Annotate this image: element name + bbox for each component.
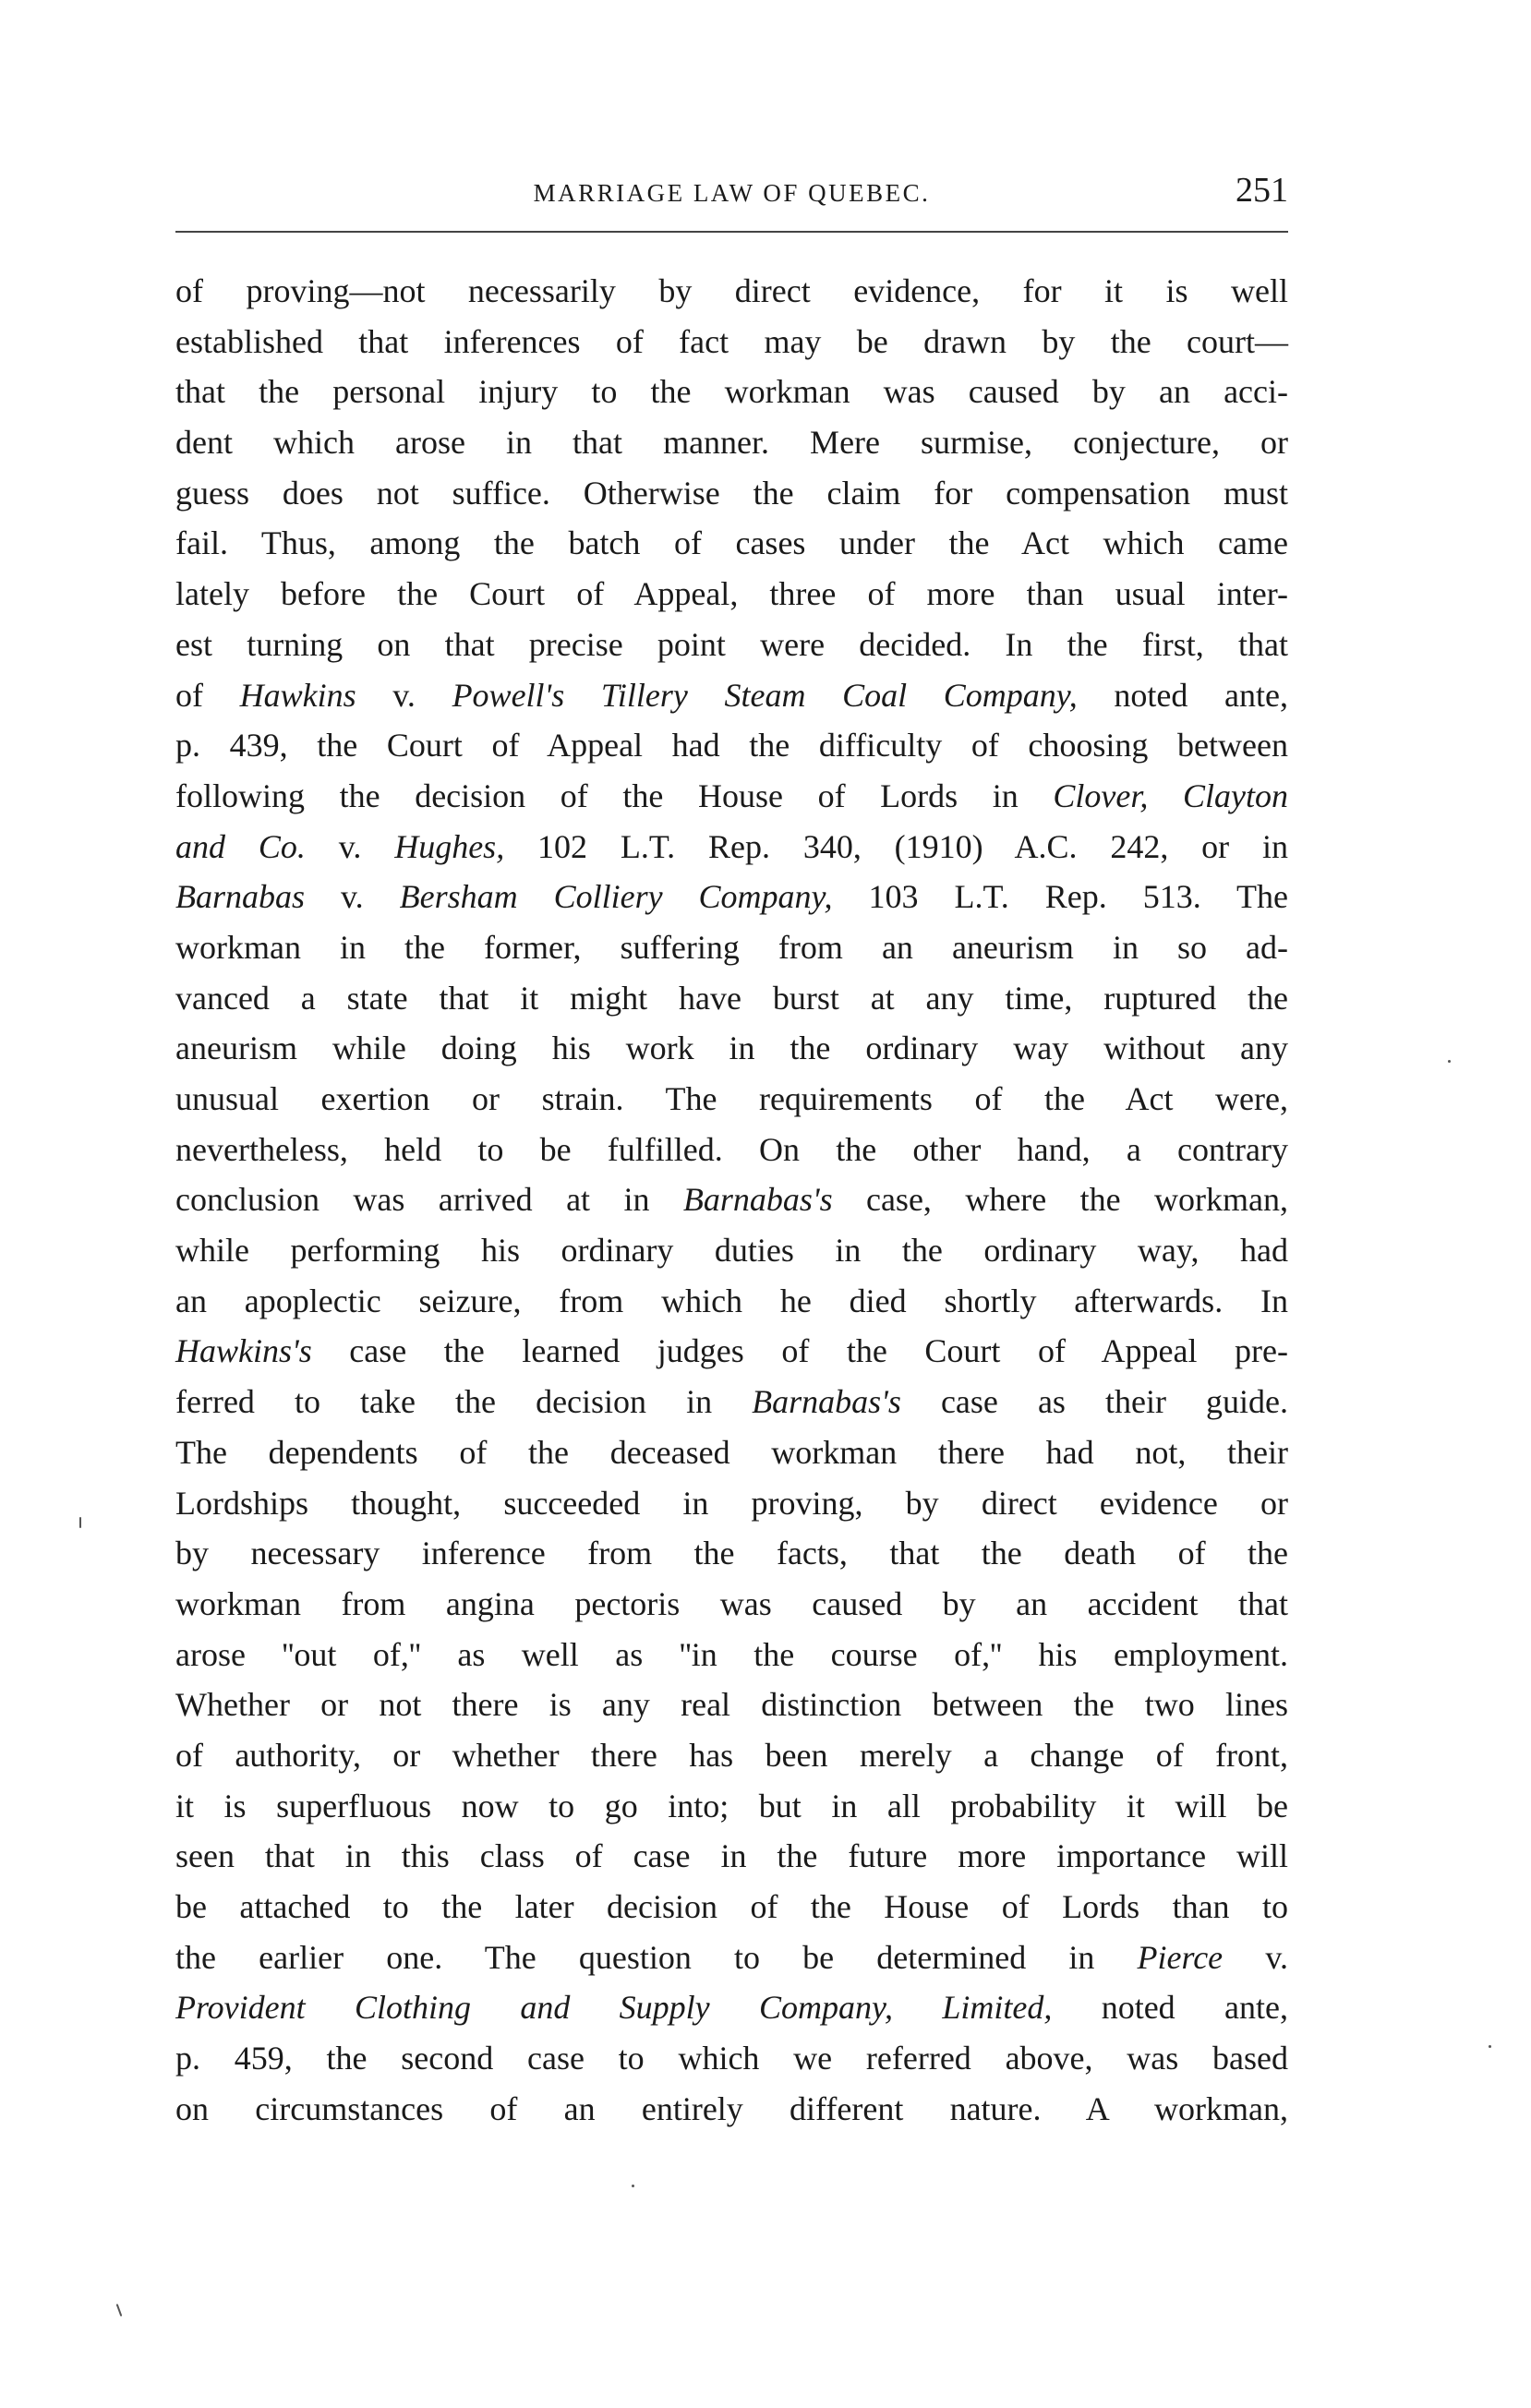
text-run: conclusion was arrived at in: [175, 1181, 683, 1219]
text-run: of: [175, 676, 240, 714]
text-run: by necessary inference from the facts, that the death of the: [175, 1535, 1288, 1572]
text-line: [175, 317, 1288, 367]
page-number: 251: [1236, 171, 1288, 210]
text-line: [175, 468, 1288, 519]
text-run: 103 L.T. Rep. 513. The: [832, 878, 1288, 916]
text-run: ferred to take the decision in: [175, 1383, 753, 1421]
text-line: [175, 518, 1288, 569]
text-line: [175, 1630, 1288, 1680]
text-line: [175, 1125, 1288, 1175]
text-run: v.: [1223, 1938, 1288, 1976]
text-run: v.: [356, 676, 452, 714]
text-run: noted ante,: [1052, 1989, 1288, 2027]
text-line: [175, 620, 1288, 670]
text-run: 102 L.T. Rep. 340, (1910) A.C. 242, or in: [504, 827, 1289, 865]
text-run: p. 439, the Court of Appeal had the difficulty of choosing between: [175, 727, 1288, 765]
text-line: [175, 569, 1288, 620]
text-run: aneurism while doing his work in the ordinary way without any: [175, 1029, 1288, 1067]
text-run: workman from angina pectoris was caused by an accident that: [175, 1584, 1288, 1622]
text-line: [175, 417, 1288, 468]
text-run: The dependents of the deceased workman there had not, their: [175, 1433, 1288, 1471]
header-rule: [175, 231, 1288, 233]
text-line: [175, 720, 1288, 771]
text-line: [175, 1326, 1288, 1377]
text-line: [175, 1427, 1288, 1478]
scan-speck: [632, 2185, 634, 2187]
body-text: [175, 266, 1288, 2134]
italic-text: Clover, Clayton: [1053, 777, 1288, 814]
text-run: seen that in this class of case in the future more importance will: [175, 1837, 1288, 1875]
text-run: it is superfluous now to go into; but in all probability it will be: [175, 1787, 1288, 1824]
text-run: p. 459, the second case to which we referred above, was based: [175, 2040, 1288, 2077]
text-line: [175, 1074, 1288, 1125]
text-line: [175, 922, 1288, 973]
italic-text: Pierce: [1137, 1938, 1224, 1976]
text-run: noted ante,: [1077, 676, 1288, 714]
running-head: [175, 166, 1288, 222]
text-line: [175, 1781, 1288, 1832]
text-line: [175, 872, 1288, 922]
italic-text: Powell's Tillery Steam Coal Company,: [452, 676, 1078, 714]
scan-speck: [116, 2304, 123, 2317]
text-run: est turning on that precise point were decided. In the first, that: [175, 625, 1288, 663]
italic-text: Bersham Colliery Company,: [399, 878, 833, 916]
italic-text: Barnabas's: [682, 1181, 833, 1219]
text-run: lately before the Court of Appeal, three of more than usual inter-: [175, 575, 1288, 613]
text-line: [175, 1882, 1288, 1932]
italic-text: Hawkins's: [175, 1332, 312, 1370]
text-run: of authority, or whether there has been merely a change of front,: [175, 1736, 1288, 1774]
text-run: arose ''out of,'' as well as ''in the course of,'' his employment.: [175, 1635, 1288, 1673]
scan-speck: [1448, 1060, 1451, 1063]
italic-text: Hawkins: [239, 676, 356, 714]
text-run: that the personal injury to the workman was caused by an acci-: [175, 373, 1288, 411]
text-run: of proving—not necessarily by direct evidence, for it is well: [175, 272, 1288, 309]
text-run: the earlier one. The question to be determined in: [175, 1938, 1138, 1976]
text-line: [175, 771, 1288, 822]
text-line: [175, 2033, 1288, 2084]
text-line: [175, 367, 1288, 417]
text-run: on circumstances of an entirely different nature. A workman,: [175, 2089, 1288, 2127]
text-run: following the decision of the House of Lords in: [175, 777, 1054, 814]
text-line: [175, 2084, 1288, 2135]
text-run: case the learned judges of the Court of Appeal pre-: [311, 1332, 1288, 1370]
text-line: [175, 1174, 1288, 1225]
text-line: [175, 1023, 1288, 1074]
text-run: v.: [305, 827, 395, 865]
text-line: [175, 1932, 1288, 1983]
text-run: unusual exertion or strain. The requirements of the Act were,: [175, 1080, 1288, 1117]
text-run: case as their guide.: [900, 1383, 1288, 1421]
text-run: dent which arose in that manner. Mere surmise, conjecture, or: [175, 424, 1288, 462]
text-run: nevertheless, held to be fulfilled. On the other hand, a contrary: [175, 1130, 1288, 1168]
scan-speck: [79, 1517, 81, 1528]
italic-text: Provident Clothing and Supply Company, Limited,: [175, 1989, 1053, 2027]
text-line: [175, 1680, 1288, 1730]
text-line: [175, 1478, 1288, 1529]
italic-text: Hughes,: [394, 827, 505, 865]
text-run: case, where the workman,: [832, 1181, 1288, 1219]
text-line: [175, 1730, 1288, 1781]
scan-speck: [1489, 2045, 1491, 2048]
text-run: v.: [305, 878, 400, 916]
text-run: Lordships thought, succeeded in proving, by direct evidence or: [175, 1484, 1288, 1522]
text-run: guess does not suffice. Otherwise the claim for compensation must: [175, 474, 1288, 512]
text-run: an apoplectic seizure, from which he died shortly afterwards. In: [175, 1282, 1288, 1319]
text-run: be attached to the later decision of the House of Lords than to: [175, 1888, 1288, 1925]
text-line: [175, 1528, 1288, 1579]
text-run: Whether or not there is any real distinction between the two lines: [175, 1686, 1288, 1724]
text-line: [175, 822, 1288, 873]
italic-text: and Co.: [175, 827, 306, 865]
text-line: [175, 1982, 1288, 2033]
italic-text: Barnabas's: [752, 1383, 901, 1421]
text-line: [175, 1831, 1288, 1882]
text-run: fail. Thus, among the batch of cases under the Act which came: [175, 524, 1288, 562]
text-line: [175, 1225, 1288, 1276]
running-title: MARRIAGE LAW OF QUEBEC.: [533, 179, 931, 207]
text-run: workman in the former, suffering from an aneurism in so ad-: [175, 928, 1288, 966]
text-line: [175, 1579, 1288, 1630]
text-run: vanced a state that it might have burst at any time, ruptured the: [175, 979, 1288, 1017]
text-line: [175, 1276, 1288, 1327]
text-line: [175, 1377, 1288, 1427]
text-run: established that inferences of fact may be drawn by the court—: [175, 322, 1288, 360]
text-line: [175, 973, 1288, 1024]
text-line: [175, 266, 1288, 317]
italic-text: Barnabas: [175, 878, 306, 916]
text-run: while performing his ordinary duties in the ordinary way, had: [175, 1232, 1288, 1270]
text-line: [175, 670, 1288, 721]
